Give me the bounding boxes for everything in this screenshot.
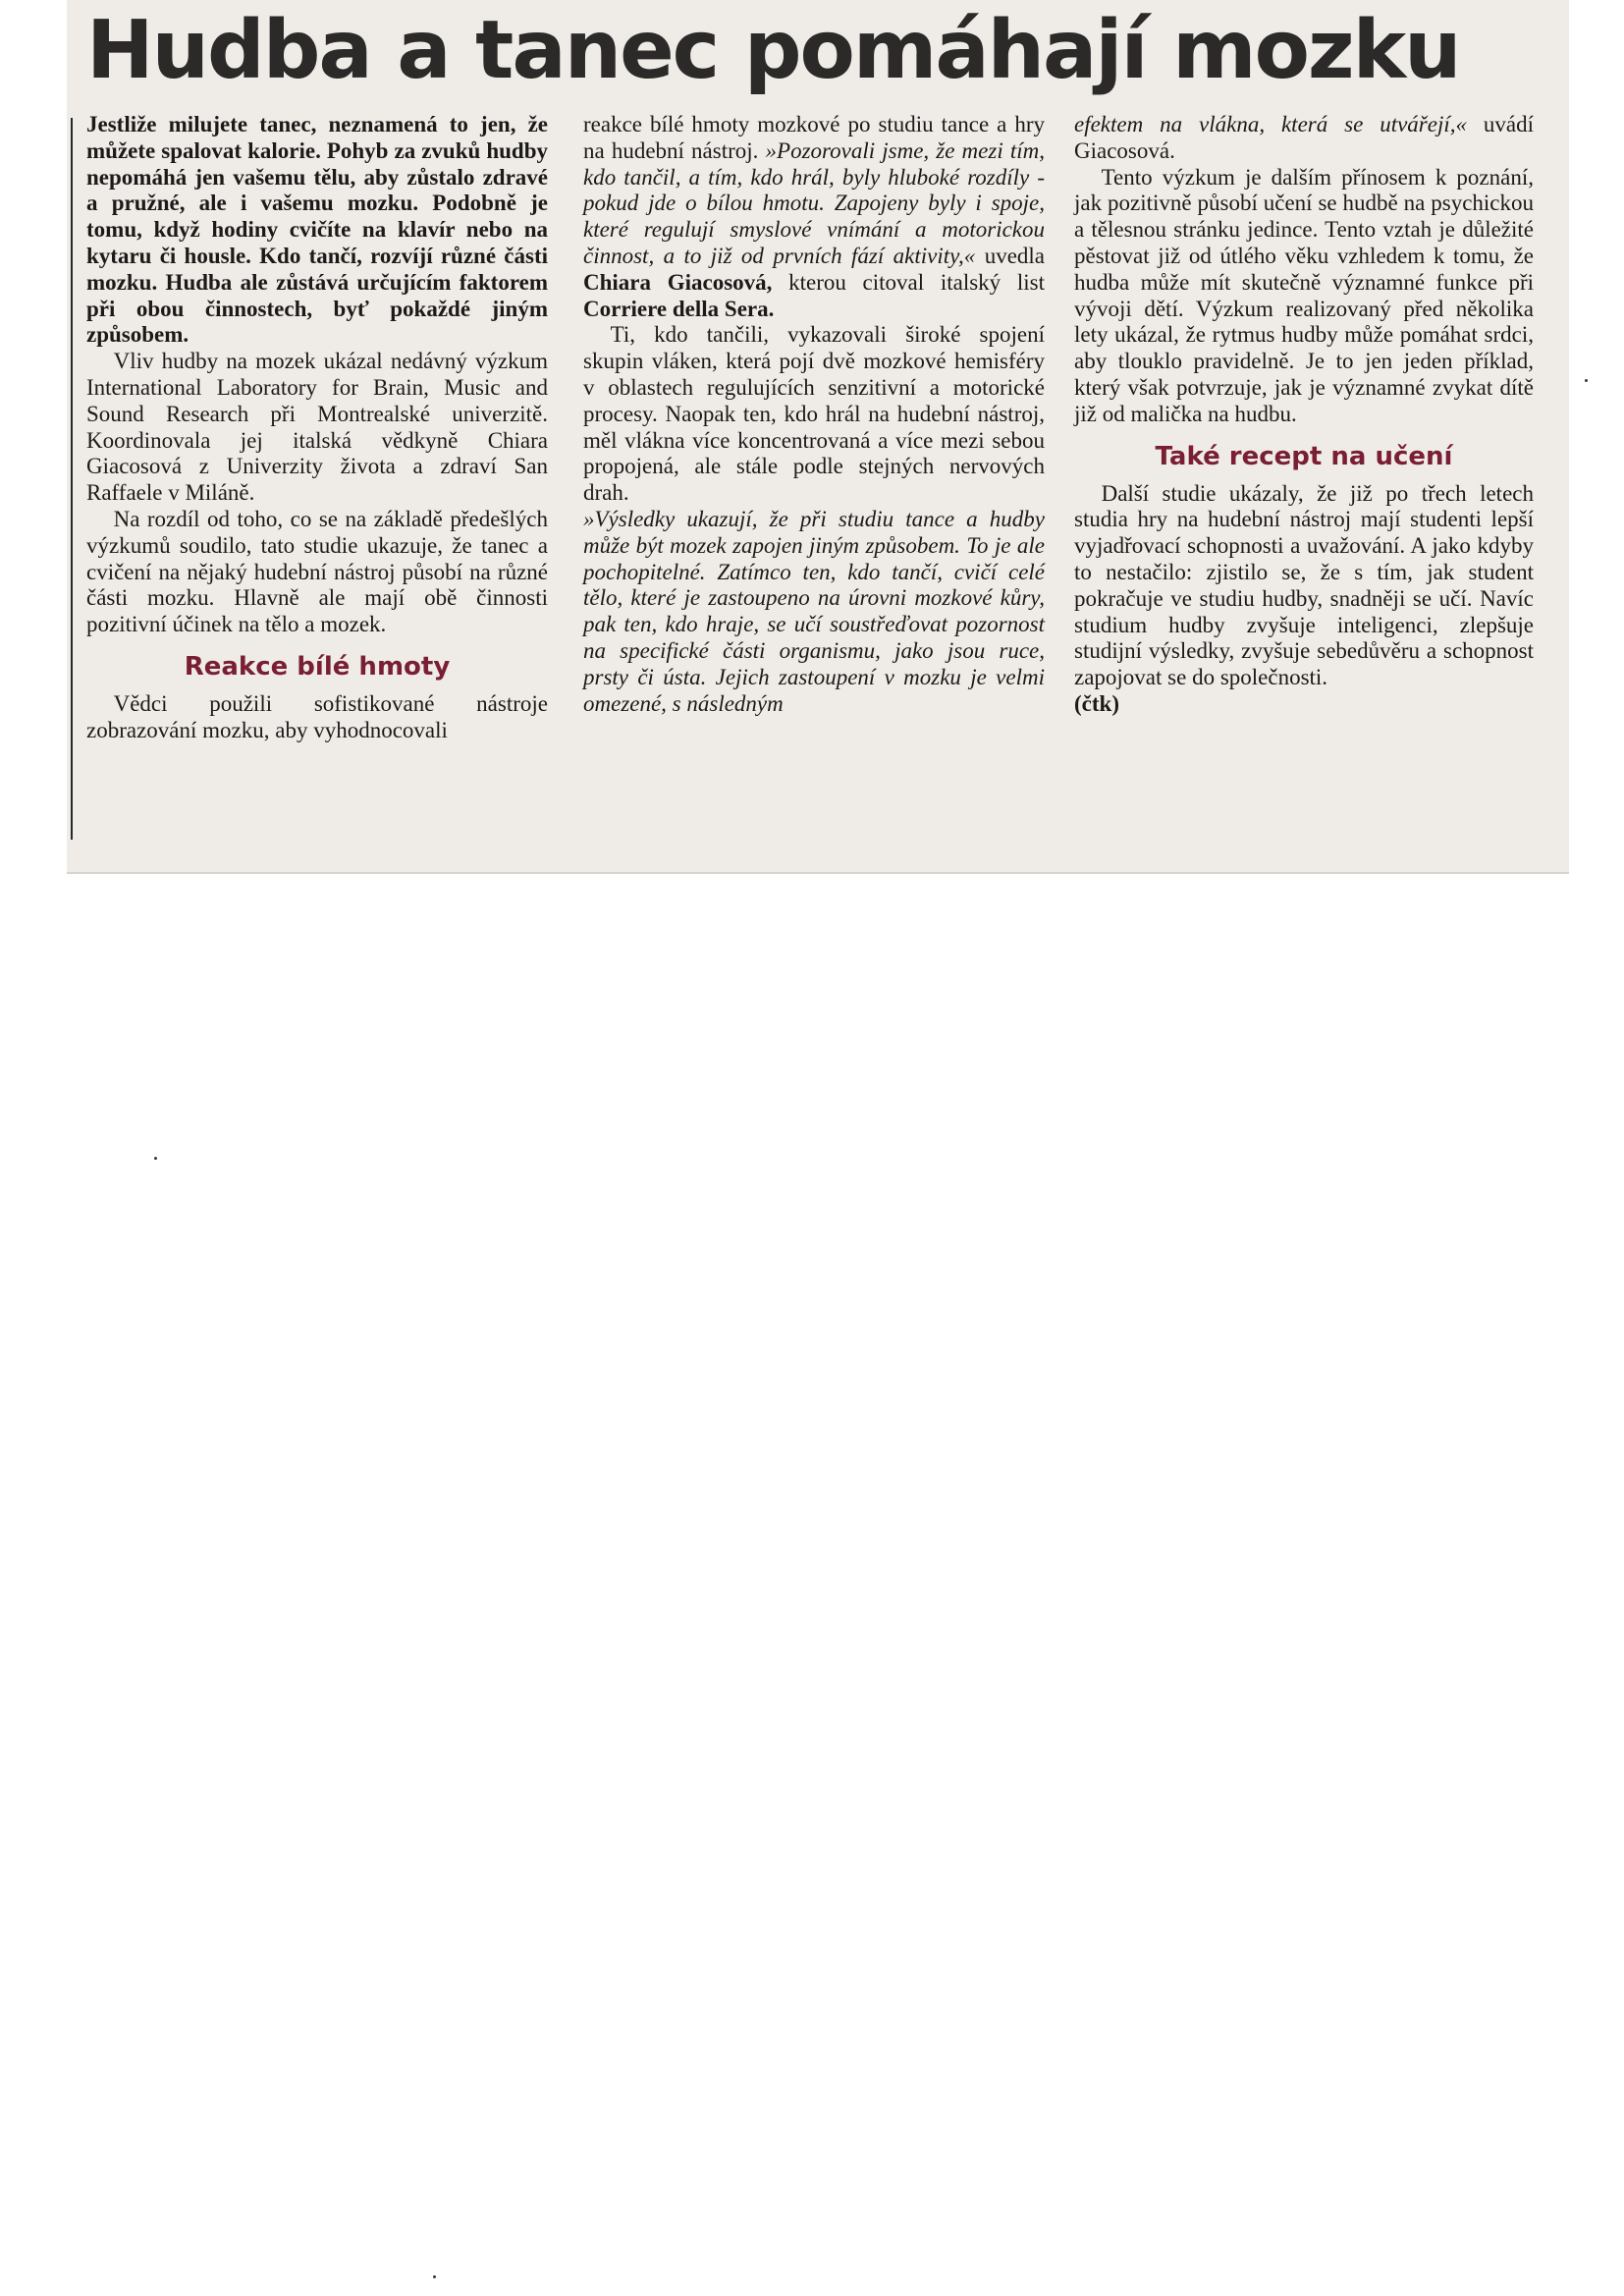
body-paragraph — [583, 112, 1045, 322]
body-paragraph: Další studie ukázaly, že již po třech letech studia hry na hudební nástroj mají studenti lepší vyjadřovací schopnosti a uvažování. A jako kdyby to nestačilo: zjistilo se, že s tím, jak student pokračuje ve studiu hudby, snadněji se učí. Navíc studium hudby zvyšuje inteligenci, zlepšuje studijní výsledky, zvyšuje sebedůvěru a schopnost zapojovat se do společnosti. — [1074, 480, 1534, 690]
quote-text: »Pozorovali jsme, že mezi tím, kdo tančil, a tím, kdo hrál, byly hluboké rozdíly - pokud jde o bílou hmotu. Zapojeny byly i spoje, které regulují smyslové vnímání a motorickou činnost, a to již od prvních fází aktivity,« — [583, 137, 1045, 268]
column-2 — [583, 112, 1045, 717]
body-paragraph: Ti, kdo tančili, vykazovali široké spojení skupin vláken, která pojí dvě mozkové hemisféry v oblastech regulujících senzitivní a motorické procesy. Naopak ten, kdo hrál na hudební nástroj, měl vlákna více koncentrovaná a více mezi sebou propojená, ale stále podle stejných nervových drah. — [583, 322, 1045, 506]
column-1 — [86, 112, 548, 744]
headline: Hudba a tanec pomáhají mozku — [86, 4, 1460, 97]
source-credit: (čtk) — [1074, 690, 1119, 716]
column-rule — [71, 118, 73, 840]
paragraph-text: uvádí Giacosová. — [1074, 112, 1534, 163]
paragraph-text: uvedla — [984, 243, 1046, 268]
lead-paragraph: Jestliže milujete tanec, neznamená to jen, že můžete spalovat kalorie. Pohyb za zvuků hudby nepomáhá jen vašemu tělu, aby zůstalo zdravé a pružné, ale i vašemu mozku. Podobně je tomu, když hodiny cvičíte na klavír nebo na kytaru či housle. Kdo tančí, rozvíjí různé části mozku. Hudba ale zůstává určujícím faktorem při obou činnostech, byť pokaždé jiným způsobem. — [86, 112, 548, 348]
quote-text: »Výsledky ukazují, že při studiu tance a hudby může být mozek zapojen jiným způsobem. To je ale pochopitelné. Zatímco ten, kdo tančí, cvičí celé tělo, které je zastoupeno na úrovni mozkové kůry, pak ten, kdo hraje, se učí soustřeďovat pozornost na specifické části organismu, jako jsou ruce, prsty či ústa. Jejich zastoupení v mozku je velmi omezené, s následným — [583, 506, 1045, 716]
person-name: Chiara Giacosová, — [583, 269, 773, 295]
quote-paragraph — [583, 507, 1045, 717]
subheading-learning: Také recept na učení — [1155, 441, 1453, 471]
body-paragraph — [1074, 112, 1534, 165]
scan-speck — [1585, 379, 1588, 382]
scan-speck — [433, 2275, 436, 2278]
subheading-white-matter: Reakce bílé hmoty — [184, 651, 451, 682]
body-paragraph: Vědci použili sofistikované nástroje zobrazování mozku, aby vyhodnocovali — [86, 690, 548, 742]
column-3 — [1074, 112, 1534, 718]
scan-speck — [154, 1157, 157, 1160]
paragraph-text: reakce bílé hmoty mozkové po studiu tance a hry na hudební nástroj. — [583, 112, 1045, 163]
quote-text: efektem na vlákna, která se utvářejí,« — [1074, 112, 1467, 137]
body-paragraph: Vliv hudby na mozek ukázal nedávný výzkum International Laboratory for Brain, Music and Sound Research při Montrealské univerzitě. Koordinovala jej italská vědkyně Chiara Giacosová z Univerzity života a zdraví San Raffaele v Miláně. — [86, 349, 548, 506]
body-paragraph: Na rozdíl od toho, co se na základě předešlých výzkumů soudilo, tato studie ukazuje, že tanec a cvičení na nějaký hudební nástroj působí na různé části mozku. Hlavně ale mají obě činnosti pozitivní účinek na tělo a mozek. — [86, 506, 548, 637]
body-paragraph: Tento výzkum je dalším přínosem k poznání, jak pozitivně působí učení se hudbě na psychickou a tělesnou stránku jedince. Tento vztah je důležité pěstovat již od útlého věku vzhledem k tomu, že hudba může mít skutečně významné funkce při vývoji dětí. Výzkum realizovaný před několika lety ukázal, že rytmus hudby může pomáhat srdci, aby tlouklo pravidelně. Je to jen jeden příklad, který však potvrzuje, jak je významné zvykat dítě již od malička na hudbu. — [1074, 164, 1534, 426]
newspaper-name: Corriere della Sera. — [583, 296, 775, 321]
paragraph-text: kterou citoval italský list — [788, 269, 1045, 295]
